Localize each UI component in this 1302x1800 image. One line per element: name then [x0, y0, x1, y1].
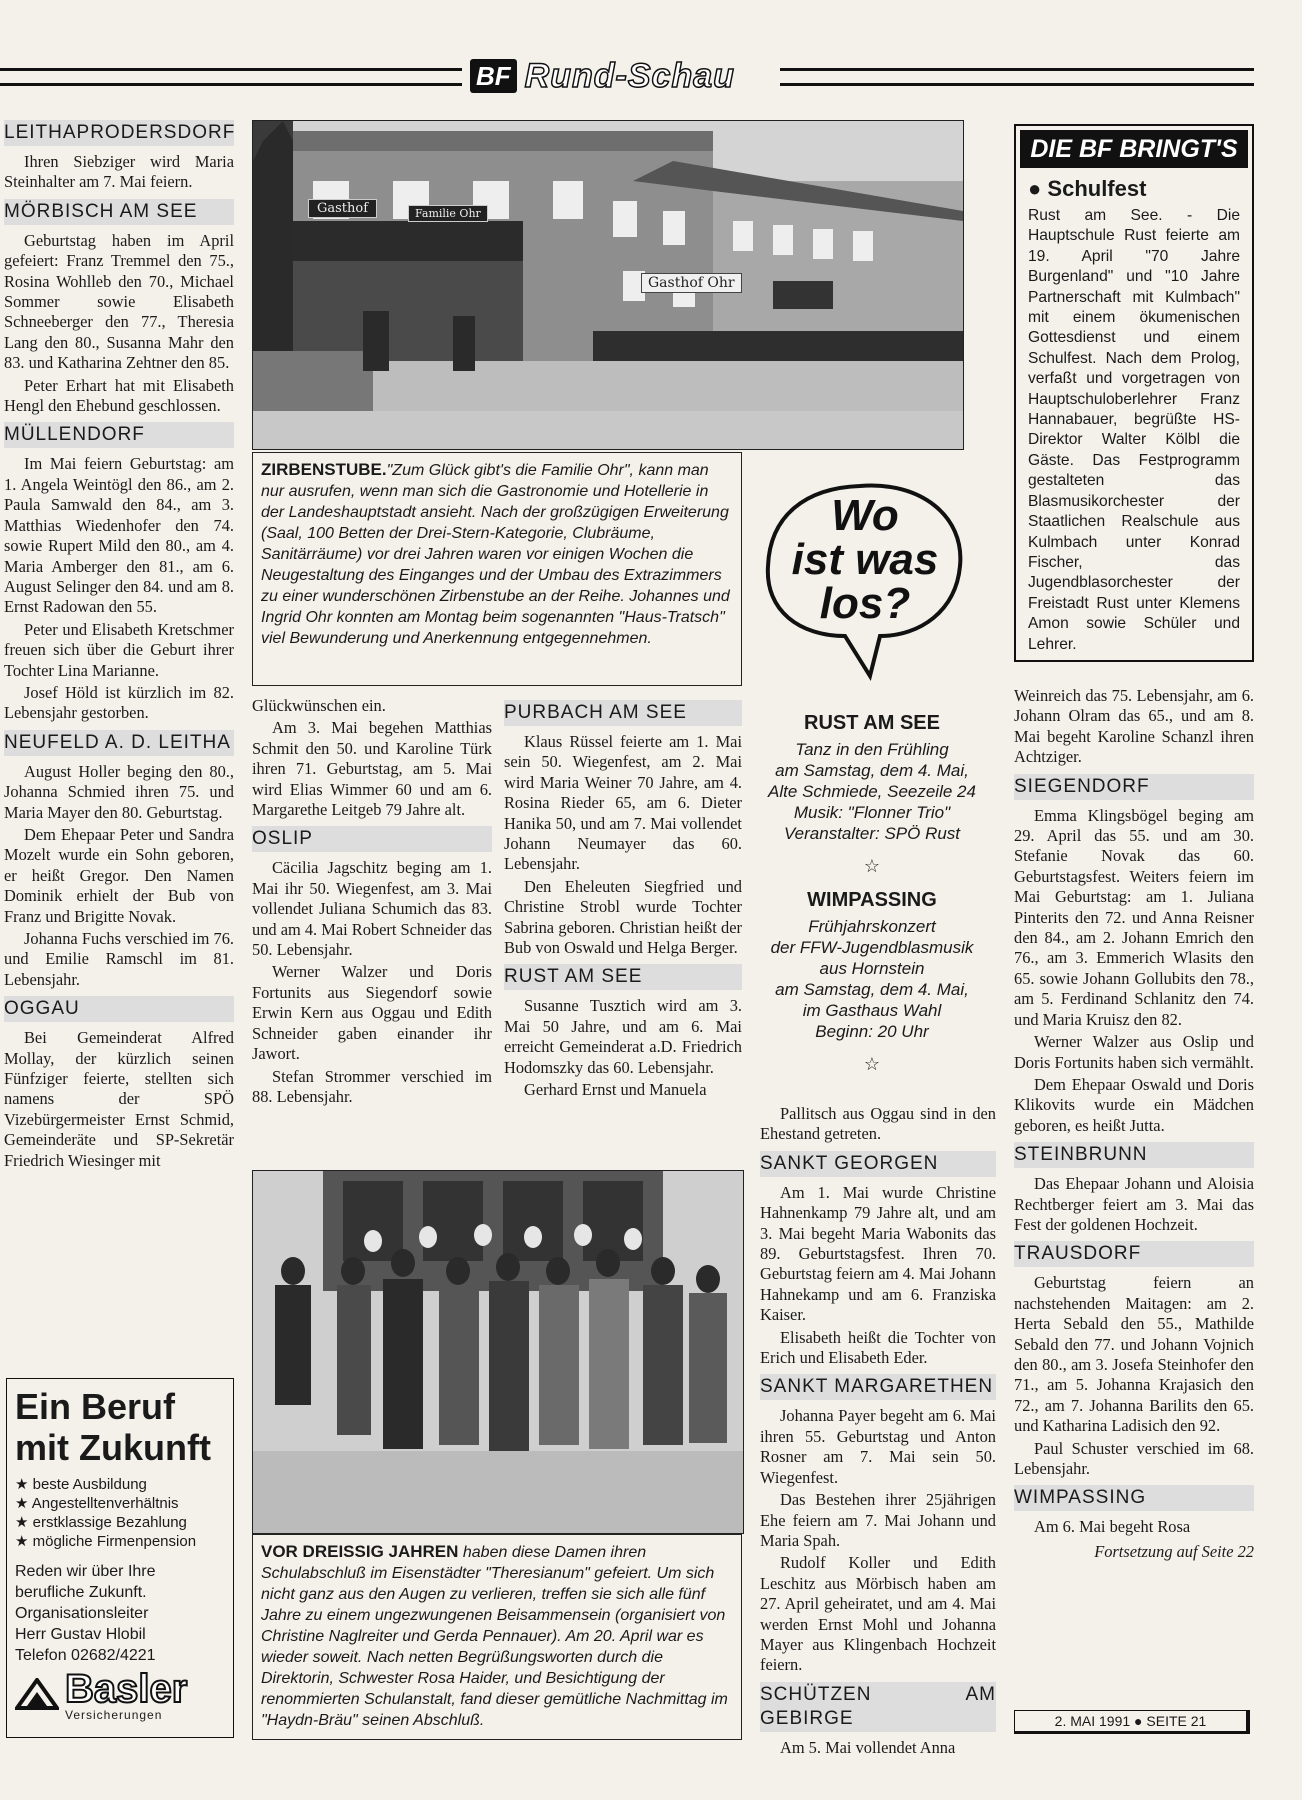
event-title: RUST AM SEE: [804, 712, 940, 734]
column-5: [1014, 686, 1254, 1562]
paragraph: Geburtstag haben im April gefeiert: Franz Tremmel den 75., Rosina Wohlleb den 70., Michael Sommer sowie Elisabeth Schneeberger den 77., Theresia Lang den 80., Susanna Mahr den 83. und Katharina Zehtner den 85.: [4, 230, 234, 373]
event-title: WIMPASSING: [807, 889, 937, 911]
star-separator: ☆: [863, 856, 881, 876]
paragraph: Elisabeth heißt die Tochter von Erich und Elisabeth Eder.: [760, 1327, 996, 1368]
list-item: ★ erstklassige Bezahlung: [15, 1514, 187, 1531]
brand-sub: Versicherungen: [65, 1708, 163, 1722]
ad-headline: Ein Beruf: [15, 1386, 176, 1427]
masthead-rule-right: [780, 68, 1254, 86]
paragraph: Das Ehepaar Johann und Aloisia Rechtberger feiert am 3. Mai das Fest der goldenen Hochzeit.: [1014, 1174, 1254, 1234]
column-3: [504, 696, 742, 1103]
paragraph: Im Mai feiern Geburtstag: am 1. Angela Weintögl den 86., am 2. Paula Samwald den 84., am 3. Matthias Wiedenhofer den 74. sowie Rupert Mild den 80., am 4. Maria Amberger den 81., am 6. August Selinger den 84. und am 8. Ernst Radowan den 55.: [4, 454, 234, 617]
gasthof-illustration: [253, 121, 963, 449]
event-body: Tanz in den Frühling am Samstag, dem 4. Mai, Alte Schmiede, Seezeile 24 Musik: "Flonner Trio" Veranstalter: SPÖ Rust: [768, 740, 976, 843]
caption-text: haben diese Damen ihren Schulabschluß im Eisenstädter "Theresianum" gefeiert. Um sich nicht ganz aus den Augen zu verlieren, treffen sie sich alle fünf Jahre zu einem ungezwungenen Beisammensein (organisiert von Christine Naglreiter und Gerda Pennauer). Am 20. April war es wieder soweit. Nach netten Begrüßungsworten durch die Direktorin, Schwester Rosa Haider, und Besichtigung der renommierten Schulanstalt, fand dieser gemütliche Nachmittag im "Haydn-Bräu" seinen Abschluß.: [261, 1544, 728, 1729]
brand-name: Basler: [65, 1667, 188, 1711]
paragraph: Peter und Elisabeth Kretschmer freuen sich über die Geburt ihrer Tochter Lina Marianne.: [4, 619, 234, 680]
bubble-text: Wo ist was los?: [791, 491, 939, 628]
bullet-icon: ●: [1028, 176, 1048, 201]
section-head: STEINBRUNN: [1014, 1142, 1254, 1168]
box-die-bf-bringts: [1014, 124, 1254, 662]
speech-bubble: [760, 476, 970, 686]
section-head: LEITHAPRODERSDORF: [4, 120, 234, 146]
caption-text: "Zum Glück gibt's die Familie Ohr", kann man nur ausrufen, wenn man sich die Gastronomie und Hotellerie in der Landeshauptstadt ansieht. Nach der großzügigen Erweiterung (Saal, 100 Betten der Drei-Stern-Kategorie, Clubräume, Sanitärräume) vor drei Jahren waren vor einigen Wochen die Neugestaltung des Einganges und der Umbau des Extrazimmers zu einer wunderschönen Zirbenstube an der Reihe. Johannes und Ingrid Ohr konnten am Montag beim sogenannten "Haus-Tratsch" viel Bewunderung und Anerkennung entgegennehmen.: [261, 462, 730, 647]
box-title: DIE BF BRINGT'S: [1020, 130, 1248, 168]
paragraph: Am 1. Mai wurde Christine Hahnenkamp 79 Jahre alt, und am 3. Mai begeht Maria Wabonits das 89. Geburtstagsfest. Ihren 70. Geburtstag feiern am 4. Mai Johann Hahnekamp und am 6. Franziska Kaiser.: [760, 1182, 996, 1325]
section-head: SANKT MARGARETHEN: [760, 1374, 996, 1400]
photo-group-theresianum: [252, 1170, 744, 1534]
paragraph: Paul Schuster verschied im 68. Lebensjahr.: [1014, 1438, 1254, 1478]
section-head: WIMPASSING: [1014, 1485, 1254, 1511]
section-head: SCHÜTZEN AM GEBIRGE: [760, 1682, 996, 1732]
masthead: [470, 58, 770, 94]
paragraph: Johanna Payer begeht am 6. Mai ihren 55. Geburtstag und Anton Rosner am 7. Mai sein 50. Wiegenfest.: [760, 1406, 996, 1487]
paragraph: Ihren Siebziger wird Maria Steinhalter am 7. Mai feiern.: [4, 152, 234, 192]
paragraph: Am 6. Mai begeht Rosa: [1034, 1517, 1191, 1537]
section-head: NEUFELD A. D. LEITHA: [4, 730, 234, 756]
caption-lead: ZIRBENSTUBE.: [261, 460, 387, 479]
star-icon: ★: [15, 1533, 33, 1550]
paragraph: Pallitsch aus Oggau sind in den Ehestand getreten.: [760, 1104, 996, 1144]
page-footer: [1014, 1710, 1250, 1734]
basler-logo: [15, 1667, 225, 1722]
box-head: ● Schulfest: [1028, 176, 1147, 201]
section-head: RUST AM SEE: [504, 964, 742, 990]
paragraph: Werner Walzer und Doris Fortunits aus Siegendorf sowie Erwin Kern aus Oggau und Edith Schneider gaben einander ihr Jawort.: [252, 962, 492, 1064]
section-head: SIEGENDORF: [1014, 774, 1254, 800]
sign-gasthof: Gasthof: [308, 199, 377, 218]
group-illustration: [253, 1171, 743, 1533]
paragraph: Stefan Strommer verschied im 88. Lebensjahr.: [252, 1066, 492, 1106]
caption-vor-dreissig-jahren: [252, 1534, 742, 1740]
paragraph: August Holler beging den 80., Johanna Schmied ihren 75. und Maria Mayer den 80. Geburtstag.: [4, 761, 234, 822]
paragraph: Rudolf Koller und Edith Leschitz aus Mörbisch haben am 27. April geheiratet, und am 4. Mai werden Ernst Mohl und Johanna Mayer aus Klingenbach Hochzeit feiern.: [760, 1553, 996, 1675]
sign-familie-ohr: Familie Ohr: [408, 205, 488, 222]
section-head: OSLIP: [252, 826, 492, 852]
caption-lead: VOR DREISSIG JAHREN: [261, 1542, 459, 1561]
paragraph: Susanne Tusztich wird am 3. Mai 50 Jahre, und am 6. Mai erreicht Gemeinderat a.D. Friedrich Hodomszky das 60. Lebensjahr.: [504, 996, 742, 1077]
event-body: Frühjahrskonzert der FFW-Jugendblasmusik aus Hornstein am Samstag, dem 4. Mai, im Gasthaus Wahl Beginn: 20 Uhr: [770, 917, 974, 1041]
paragraph: Josef Höld ist kürzlich im 82. Lebensjahr gestorben.: [4, 682, 234, 723]
star-separator: ☆: [863, 1054, 881, 1074]
paragraph: Cäcilia Jagschitz beging am 1. Mai ihr 50. Wiegenfest, am 3. Mai vollendet Juliana Schumich das 83. und am 4. Mai Robert Schneider das 50. Lebensjahr.: [252, 858, 492, 960]
box-text: Rust am See. - Die Hauptschule Rust feierte am 19. April "70 Jahre Burgenland" und "10 Jahre Partnerschaft mit Kulmbach" mit einem ökumenischen Gottesdienst und einem Schulfest. Nach dem Prolog, verfaßt und vorgetragen von Hauptschuloberlehrer Franz Hannabauer, begrüßte HS-Direktor Walter Kölbl die Gäste. Das Festprogramm gestalteten das Blasmusikorchester der Staatlichen Realschule aus Kulmbach unter Konrad Fischer, das Jugendblasorchester der Freistadt Rust unter Klemens Amon sowie Schüler und Lehrer.: [1028, 207, 1240, 653]
star-icon: ★: [15, 1495, 32, 1512]
paragraph: Geburtstag feiern an nachstehenden Maitagen: am 2. Herta Sebald den 55., Mathilde Sebald den 77. und Johann Vojnich den 80., am 3. Josefa Steinhofer den 71., am 5. Johanna Krajasich den 72., am 7. Johanna Barilits den 65. und Katharina Ladisich den 92.: [1014, 1273, 1254, 1436]
paragraph: Johanna Fuchs verschied im 76. und Emilie Ramschl im 81. Lebensjahr.: [4, 929, 234, 989]
star-icon: ★: [15, 1476, 33, 1493]
ad-basler: [6, 1378, 234, 1738]
column-2: [252, 696, 492, 1109]
section-head: OGGAU: [4, 996, 234, 1022]
sign-gasthof-ohr: Gasthof Ohr: [641, 273, 742, 293]
paragraph: Den Eheleuten Siegfried und Christine Strobl wurde Tochter Sabrina geboren. Christian heißt der Bub von Oswald und Helga Berger.: [504, 876, 742, 958]
paragraph: Das Bestehen ihrer 25jährigen Ehe feiern am 7. Mai Johann und Maria Spah.: [760, 1490, 996, 1550]
caption-zirbenstube: [252, 452, 742, 686]
masthead-rule-left: [0, 68, 462, 86]
basler-logo-icon: [15, 1678, 59, 1714]
paragraph: Glückwünschen ein.: [252, 696, 386, 715]
section-head: MÜLLENDORF: [4, 422, 234, 448]
events-listing: [760, 706, 984, 1087]
paragraph: Am 5. Mai vollendet Anna: [780, 1737, 956, 1757]
column-1: [4, 120, 234, 1173]
ad-list: [15, 1475, 225, 1551]
section-head: PURBACH AM SEE: [504, 700, 742, 726]
ad-contact: Reden wir über Ihre berufliche Zukunft. Organisationsleiter Herr Gustav Hlobil Telefon 02682/4221: [15, 1563, 156, 1664]
star-icon: ★: [15, 1514, 33, 1531]
paragraph: Emma Klingsbögel beging am 29. April das 55. und am 30. Stefanie Novak das 60. Geburtstagsfest. Weiters feiern im Mai Geburtstag: am 1. Juliana Pinterits den 72. und Anna Reisner den 84., am 2. Johann Emrich den 76., am 3. Emmerich Wlasits den 65. sowie Johann Gollubits den 78., am 5. Ferdinand Schlanitz den 74. und Maria Kruisz den 82.: [1014, 805, 1254, 1029]
footer-date-page: 2. MAI 1991 ● SEITE 21: [1054, 1713, 1207, 1729]
photo-gasthof-ohr: [252, 120, 964, 450]
paragraph: Bei Gemeinderat Alfred Mollay, der kürzlich seinen Fünfziger feierte, stellten sich namens der SPÖ Vizebürgermeister Ernst Schmid, Gemeinderäte und SP-Sekretär Friedrich Wiesinger mit: [4, 1028, 234, 1170]
paragraph: Am 3. Mai begehen Matthias Schmit den 50. und Karoline Türk ihren 71. Geburtstag, am 5. Mai wird Elias Wimmer 60 und am 6. Margarethe Leitgeb 79 Jahre alt.: [252, 718, 492, 820]
section-head: SANKT GEORGEN: [760, 1151, 996, 1177]
list-item: ★ beste Ausbildung: [15, 1476, 147, 1493]
bf-logo: BF: [470, 59, 517, 93]
paragraph: Werner Walzer aus Oslip und Doris Fortunits haben sich vermählt.: [1014, 1032, 1254, 1072]
section-head: TRAUSDORF: [1014, 1241, 1254, 1267]
paragraph: Weinreich das 75. Lebensjahr, am 6. Johann Olram das 65., und am 8. Mai begeht Karoline Schanzl ihren Achtziger.: [1014, 686, 1254, 767]
paragraph: Klaus Rüssel feierte am 1. Mai sein 50. Wiegenfest, am 2. Mai wird Maria Weiner 70 Jahre, am 4. Rosina Rieder 65, am 6. Dieter Hanika 50, und am 7. Mai vollendet Johann Neumayer das 60. Lebensjahr.: [504, 732, 742, 874]
section-head: MÖRBISCH AM SEE: [4, 199, 234, 225]
continued-note: Fortsetzung auf Seite 22: [1094, 1541, 1254, 1561]
ad-headline: mit Zukunft: [15, 1427, 211, 1468]
masthead-title: Rund-Schau: [524, 56, 735, 95]
list-item: ★ mögliche Firmenpension: [15, 1533, 197, 1550]
column-4: [760, 1104, 996, 1760]
paragraph: Dem Ehepaar Oswald und Doris Klikovits wurde ein Mädchen geboren, es heißt Jutta.: [1014, 1074, 1254, 1135]
paragraph: Gerhard Ernst und Manuela: [524, 1080, 707, 1100]
paragraph: Peter Erhart hat mit Elisabeth Hengl den Ehebund geschlossen.: [4, 375, 234, 416]
list-item: ★ Angestelltenverhältnis: [15, 1495, 179, 1512]
paragraph: Dem Ehepaar Peter und Sandra Mozelt wurde ein Sohn geboren, er heißt Gregor. Den Namen Dominik erhielt der Bub von Franz und Brigitte Novak.: [4, 824, 234, 926]
